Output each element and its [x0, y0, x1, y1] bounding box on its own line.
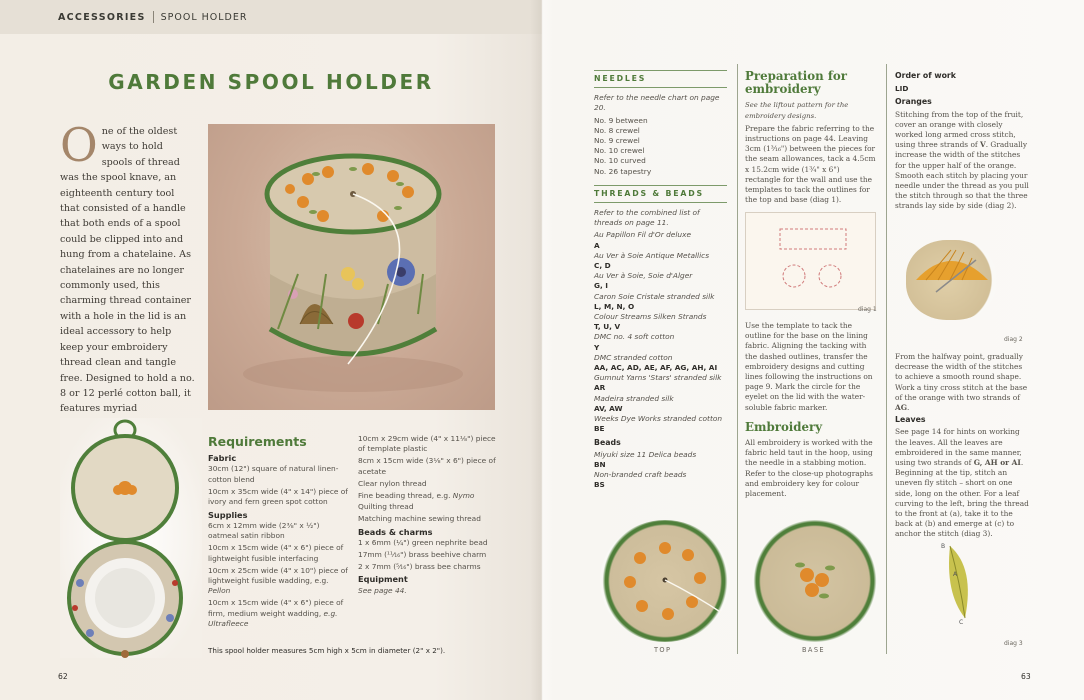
materials-column: [594, 70, 727, 491]
column-rule: [886, 64, 887, 654]
oranges-text-part: .: [907, 403, 910, 413]
spool-holder-illustration: [208, 124, 495, 410]
page-number-left: 62: [58, 672, 68, 681]
order-of-work-continued: [895, 352, 1030, 540]
diagram-1: [745, 212, 876, 310]
supplies-heading: Supplies: [208, 509, 248, 520]
thread-codes: AA, AC, AD, AE, AF, AG, AH, AI: [594, 363, 718, 373]
leaves-text: [895, 427, 1030, 539]
equipment-text: See page 44.: [358, 585, 407, 595]
supplies-item: Matching machine sewing thread: [358, 514, 481, 524]
thread-name: Au Ver à Soie, Soie d'Alger: [594, 271, 693, 281]
page-number-right: 63: [1021, 672, 1031, 681]
thread-code: AG: [895, 403, 908, 413]
thread-name: Non-branded craft beads: [594, 470, 687, 480]
oranges-text-part: From the halfway point, gradually decrease the width of the stitches to achieve a smooth round shape. Work a tiny cross stitch at the base of the orange with two strands of: [895, 352, 1028, 402]
beads-item: 2 x 7mm (⁵⁄₁₆") brass bee charms: [358, 561, 481, 571]
running-header: [0, 0, 542, 34]
needles-list: [594, 116, 727, 177]
thread-codes: AV, AW: [594, 403, 623, 413]
fabric-heading: Fabric: [208, 453, 237, 463]
base-photo: [752, 520, 878, 642]
supplies-item: 6cm x 12mm wide (2⅜" x ½") oatmeal satin ribbon: [208, 520, 320, 541]
thread-name: Weeks Dye Works stranded cotton: [594, 414, 723, 424]
oranges-text: Smooth each stitch by placing your needle under the thread as you pull the stitch through so that the three strands lay side by side (diag 2).: [895, 170, 1029, 211]
thread-codes: T, U, V: [594, 322, 621, 332]
thread-codes: L, M, N, O: [594, 301, 635, 311]
header-divider: [153, 11, 154, 23]
threads-list: [594, 230, 727, 434]
needles-note: Refer to the needle chart on page 20.: [594, 93, 720, 113]
thread-name: Miyuki size 11 Delica beads: [594, 449, 697, 459]
thread-name: Au Papillon Fil d'Or deluxe: [594, 230, 692, 240]
preparation-heading: Preparation for embroidery: [745, 69, 847, 97]
order-of-work-column: [895, 70, 1030, 212]
open-holder-photo: [60, 418, 202, 658]
diagram-3-point-a: A: [953, 571, 958, 578]
leaves-heading: Leaves: [895, 415, 926, 425]
supplies-text: Fine beading thread, e.g.: [358, 490, 453, 500]
supplies-brand: Nymo: [452, 490, 475, 500]
header-section: ACCESSORIES: [58, 11, 146, 23]
oranges-text: [895, 352, 1030, 413]
column-rule: [737, 64, 738, 654]
diagram-2: [906, 240, 996, 320]
leaves-text-part: See page 14 for hints on working the leaves. All the leaves are embroidered in the same manner, using two strands of: [895, 427, 1022, 468]
threads-label: THREADS & BEADS: [594, 185, 727, 203]
supplies-brand: e.g. Ultrafleece: [208, 608, 338, 629]
needle-item: No. 9 between: [594, 115, 648, 125]
thread-name: Gumnut Yarns 'Stars' stranded silk: [594, 373, 722, 383]
supplies-brand: Pellon: [208, 586, 231, 596]
needle-item: No. 10 curved: [594, 156, 646, 166]
supplies-item: Clear nylon thread: [358, 478, 427, 488]
top-photo-label: TOP: [654, 646, 672, 654]
diagram-3-point-c: C: [959, 619, 964, 626]
supplies-item: 10cm x 29cm wide (4" x 11⅛") piece of template plastic: [358, 434, 496, 454]
preparation-column: [745, 70, 877, 205]
diagram-3-label: diag 3: [1004, 640, 1023, 647]
oranges-text-part: . Gradually increase the width of the stitches for the upper half of the orange.: [895, 140, 1028, 170]
header-subsection: SPOOL HOLDER: [160, 11, 248, 23]
needle-item: No. 26 tapestry: [594, 166, 652, 176]
thread-name: Caron Soie Cristale stranded silk: [594, 291, 715, 301]
size-caption: This spool holder measures 5cm high x 5cm in diameter (2" x 2").: [208, 646, 446, 655]
thread-name: DMC stranded cotton: [594, 352, 673, 362]
supplies-item: [358, 491, 498, 501]
intro-text: ne of the oldest ways to hold spools of thread was the spool knave, an eighteenth century tool that consisted of a handle that both ends of a spool could be clipped into and hung from a chatelaine. As chatelaines are no longer commonly used, this charming thread container with a hole in the lid is an ideal accessory to help keep your embroidery thread clean and tangle free. Designed to hold a no. 8 or 12 perlé cotton ball, it features myriad: [60, 126, 195, 415]
thread-codes: G, I: [594, 281, 609, 291]
orange-stitch-diagram: [906, 240, 996, 320]
thread-name: Colour Streams Silken Strands: [594, 312, 707, 322]
tacking-outline-diagram: [746, 213, 877, 311]
oranges-heading: Oranges: [895, 97, 932, 107]
embroidery-heading: Embroidery: [745, 419, 823, 434]
page-title: GARDEN SPOOL HOLDER: [108, 70, 434, 94]
thread-codes: BS: [594, 480, 605, 490]
thread-code: G, AH or AI: [973, 458, 1021, 468]
supplies-item: 10cm x 15cm wide (4" x 6") piece of lightweight fusible interfacing: [208, 543, 344, 563]
thread-codes: Y: [594, 342, 600, 352]
diagram-3-point-b: B: [941, 543, 946, 550]
needle-item: No. 10 crewel: [594, 146, 645, 156]
thread-name: DMC no. 4 soft cotton: [594, 332, 675, 342]
diagram-3: [935, 538, 995, 628]
thread-name: Madeira stranded silk: [594, 393, 674, 403]
beads-list: [594, 450, 727, 491]
beads-item: 17mm (¹¹⁄₁₆") brass beehive charm: [358, 550, 487, 560]
thread-code: V: [980, 140, 986, 150]
embroidery-text: Refer to the close-up photographs and embroidery key for colour placement.: [745, 468, 873, 499]
requirements-heading: Requirements: [208, 434, 307, 449]
fabric-item: 30cm (12") square of natural linen-cotton blend: [208, 464, 339, 484]
preparation-text-2: Use the template to tack the outline for the base on the lining fabric. Aligning the tacking with the dashed outlines, transfer the embroidery designs and cutting lines following the instructions on page 9. Mark the circle for the eyelet on the lid with the water-soluble fabric marker.: [745, 321, 873, 412]
requirements-column-1: [208, 434, 348, 631]
fabric-item: 10cm x 35cm wide (4" x 14") piece of ivory and fern green spot cotton: [208, 486, 348, 507]
supplies-item: Quilting thread: [358, 502, 414, 512]
supplies-text: 10cm x 15cm wide (4" x 6") piece of firm, medium weight wadding,: [208, 598, 344, 618]
beads-heading: Beads: [594, 437, 621, 447]
beads-charms-heading: Beads & charms: [358, 526, 433, 537]
supplies-item: [208, 566, 348, 597]
base-illustration: [752, 520, 878, 642]
oranges-text-part: Stitching from the top of the fruit, cover an orange with closely worked long armed cross stitch, using three strands of: [895, 109, 1024, 150]
thread-codes: C, D: [594, 261, 611, 271]
supplies-item: 8cm x 15cm wide (3⅛" x 6") piece of acetate: [358, 456, 496, 476]
needle-item: No. 8 crewel: [594, 125, 640, 135]
lid-top-illustration: [600, 520, 730, 642]
thread-codes: A: [594, 240, 600, 250]
threads-note: Refer to the combined list of threads on page 11.: [594, 208, 700, 228]
intro-paragraph: [60, 118, 196, 463]
order-heading: Order of work: [895, 71, 956, 80]
requirements-column-2: [358, 434, 498, 598]
leaves-text-part: . Beginning at the tip, stitch an uneven fly stitch – short on one side, long on the other. For a leaf curving to the left, bring the thread to the front at (a), take it to the back at (b) and emerge at (c) to anchor the stitch (diag 3).: [895, 458, 1029, 539]
leaf-stitch-diagram: [935, 538, 995, 628]
oranges-text: [895, 110, 1030, 171]
lid-top-photo: [600, 520, 730, 642]
drop-cap: O: [60, 118, 98, 172]
needle-item: No. 9 crewel: [594, 136, 640, 146]
preparation-note: See the liftout pattern for the embroidery designs.: [745, 101, 849, 120]
base-photo-label: BASE: [802, 646, 825, 654]
diagram-2-label: diag 2: [1004, 336, 1023, 343]
preparation-continued: [745, 321, 877, 499]
lid-label: LID: [895, 84, 909, 94]
supplies-item: [208, 598, 348, 629]
supplies-text: 10cm x 25cm wide (4" x 10") piece of lightweight fusible wadding, e.g.: [208, 565, 348, 585]
open-holder-illustration: [60, 418, 202, 658]
thread-codes: BN: [594, 459, 606, 469]
diagram-1-label: diag 1: [858, 306, 877, 313]
thread-codes: BE: [594, 424, 605, 434]
thread-name: Au Ver à Soie Antique Metallics: [594, 250, 710, 260]
equipment-heading: Equipment: [358, 574, 408, 585]
thread-codes: AR: [594, 383, 606, 393]
preparation-text: Prepare the fabric referring to the instructions on page 44. Leaving 3cm (1³⁄₁₆") between the pieces for the seam allowances, tack a 4.5cm x 15.2cm wide (1¾" x 6") rectangle for the wall and use the templates to tack the outlines for the top and base (diag 1).: [745, 123, 876, 205]
needles-label: NEEDLES: [594, 70, 727, 88]
embroidery-text: All embroidery is worked with the fabric held taut in the hoop, using the needle in a stabbing motion.: [745, 438, 873, 468]
spool-holder-photo: [208, 124, 495, 410]
beads-item: 1 x 6mm (¼") green nephrite bead: [358, 538, 488, 548]
